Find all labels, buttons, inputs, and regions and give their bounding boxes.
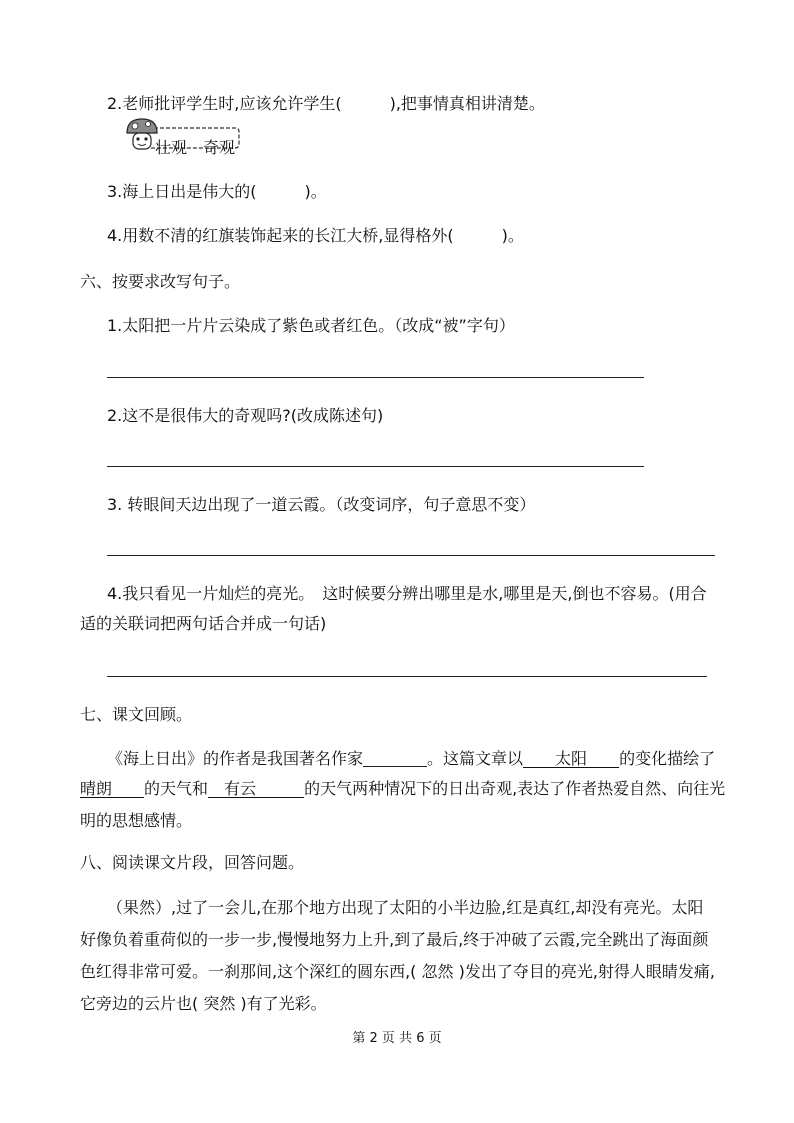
- q5-item4: 4.用数不清的红旗装饰起来的长江大桥,显得格外( )。: [107, 226, 524, 245]
- answer-line-3[interactable]: [107, 555, 715, 556]
- q7-text: 的天气两种情况下的日出奇观,表达了作者热爱自然、向往光: [304, 779, 726, 798]
- fill-cloudy: 有云: [224, 779, 257, 798]
- q5-item3: 3.海上日出是伟大的( )。: [107, 182, 327, 201]
- passage-line-3: 色红得非常可爱。一刹那间,这个深红的圆东西,( 忽然 )发出了夺目的亮光,射得人眼睛发痛,: [80, 962, 716, 981]
- passage-line-2: 好像负着重荷似的一步一步,慢慢地努力上升,到了最后,终于冲破了云霞,完全跳出了海面颜: [80, 930, 709, 949]
- answer-line-2[interactable]: [107, 466, 644, 467]
- q7-line1: [107, 749, 715, 769]
- q7-text: 《海上日出》的作者是我国著名作家: [107, 749, 364, 768]
- fill-sun: 太阳: [555, 749, 588, 768]
- q7-text: 。这篇文章以: [427, 749, 524, 768]
- word-bank-text: 壮观 奇观: [155, 138, 236, 157]
- answer-line-1[interactable]: [107, 377, 644, 378]
- answer-line-4[interactable]: [107, 676, 707, 677]
- q6-item4-line2: 适的关联词把两句话合并成一句话): [80, 614, 327, 633]
- passage-line-4: 它旁边的云片也( 突然 )有了光彩。: [80, 994, 327, 1013]
- q7-text: 的变化描绘了: [619, 749, 716, 768]
- q7-text: 的天气和: [144, 779, 209, 798]
- q8-heading: 八、阅读课文片段，回答问题。: [80, 853, 305, 872]
- q6-item3: 3. 转眼间天边出现了一道云霞。（改变词序，句子意思不变）: [107, 495, 536, 514]
- author-blank[interactable]: [363, 750, 427, 767]
- q7-line2: [80, 779, 725, 799]
- q6-item2: 2.这不是很伟大的奇观吗?(改成陈述句): [107, 406, 384, 425]
- q5-item2: 2.老师批评学生时,应该允许学生( ),把事情真相讲清楚。: [107, 94, 545, 113]
- passage-line-1: （果然）,过了一会儿,在那个地方出现了太阳的小半边脸,红是真红,却没有亮光。太阳: [107, 898, 704, 917]
- q6-item4-line1: 4.我只看见一片灿烂的亮光。 这时候要分辨出哪里是水,哪里是天,倒也不容易。(用合: [107, 584, 707, 603]
- q6-heading: 六、按要求改写句子。: [80, 272, 241, 291]
- page-footer: 第 2 页 共 6 页: [352, 1031, 442, 1046]
- q6-item1: 1.太阳把一片片云染成了紫色或者红色。（改成“被”字句）: [107, 316, 515, 335]
- fill-sunny: 晴朗: [80, 779, 113, 798]
- q7-heading: 七、课文回顾。: [80, 705, 193, 724]
- q7-line3: 明的思想感情。: [80, 811, 193, 830]
